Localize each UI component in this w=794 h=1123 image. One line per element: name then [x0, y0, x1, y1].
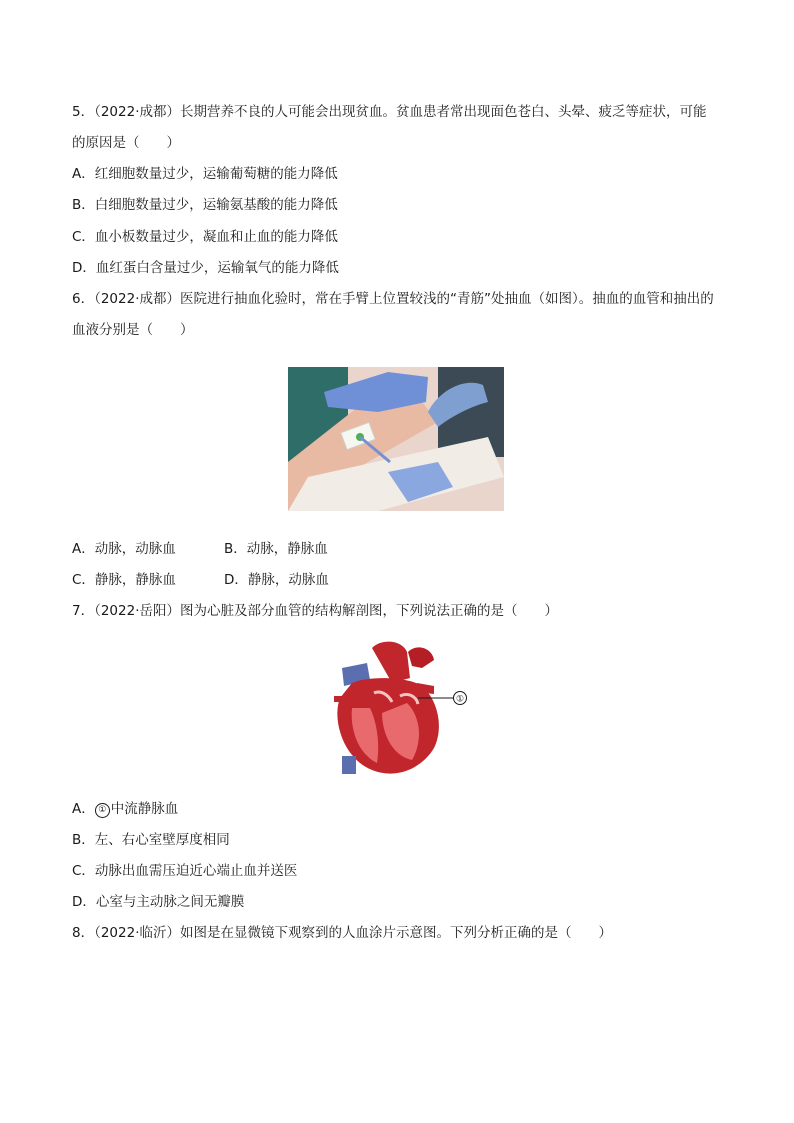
q6-options-row2 — [72, 570, 329, 590]
q5-stem-line1: 5．（2022·成都）长期营养不良的人可能会出现贫血。贫血患者常出现面色苍白、头晕、疲乏等症状，可能 — [72, 104, 707, 120]
q7-option-c: C．动脉出血需压迫近心端止血并送医 — [72, 863, 298, 879]
heart-label-1: ① — [455, 694, 465, 705]
q5-option-b: B．白细胞数量过少，运输氨基酸的能力降低 — [72, 197, 338, 213]
q7-option-a-marker: ① — [95, 803, 110, 818]
q6-options-row1 — [72, 539, 328, 559]
q7-option-d: D．心室与主动脉之间无瓣膜 — [72, 894, 245, 910]
q7-option-a — [72, 799, 178, 819]
heart-illustration — [322, 638, 472, 780]
q5-stem-line2: 的原因是（ ） — [72, 135, 180, 151]
q6-stem-line1: 6．（2022·成都）医院进行抽血化验时，常在手臂上位置较浅的“青筋”处抽血（如图）。抽血的血管和抽出的 — [72, 291, 714, 307]
q6-option-c: C．静脉，静脉血 — [72, 572, 176, 588]
q5-option-d: D．血红蛋白含量过少，运输氧气的能力降低 — [72, 260, 339, 276]
q6-option-a: A．动脉，动脉血 — [72, 541, 176, 557]
q7-stem: 7．（2022·岳阳）图为心脏及部分血管的结构解剖图，下列说法正确的是（ ） — [72, 603, 558, 619]
q7-option-b: B．左、右心室壁厚度相同 — [72, 832, 230, 848]
q6-option-d: D．静脉，动脉血 — [224, 572, 329, 588]
q7-option-a-text: 中流静脉血 — [110, 801, 179, 817]
heart-diagram — [322, 638, 472, 780]
blood-draw-illustration — [288, 367, 504, 511]
blood-draw-photo — [288, 367, 504, 511]
q8-stem: 8．（2022·临沂）如图是在显微镜下观察到的人血涂片示意图。下列分析正确的是（ ） — [72, 925, 612, 941]
q6-stem-line2: 血液分别是（ ） — [72, 322, 194, 338]
q7-option-a-prefix: A． — [72, 801, 95, 817]
q5-option-c: C．血小板数量过少，凝血和止血的能力降低 — [72, 229, 338, 245]
q6-option-b: B．动脉，静脉血 — [224, 541, 328, 557]
q5-option-a: A．红细胞数量过少，运输葡萄糖的能力降低 — [72, 166, 338, 182]
